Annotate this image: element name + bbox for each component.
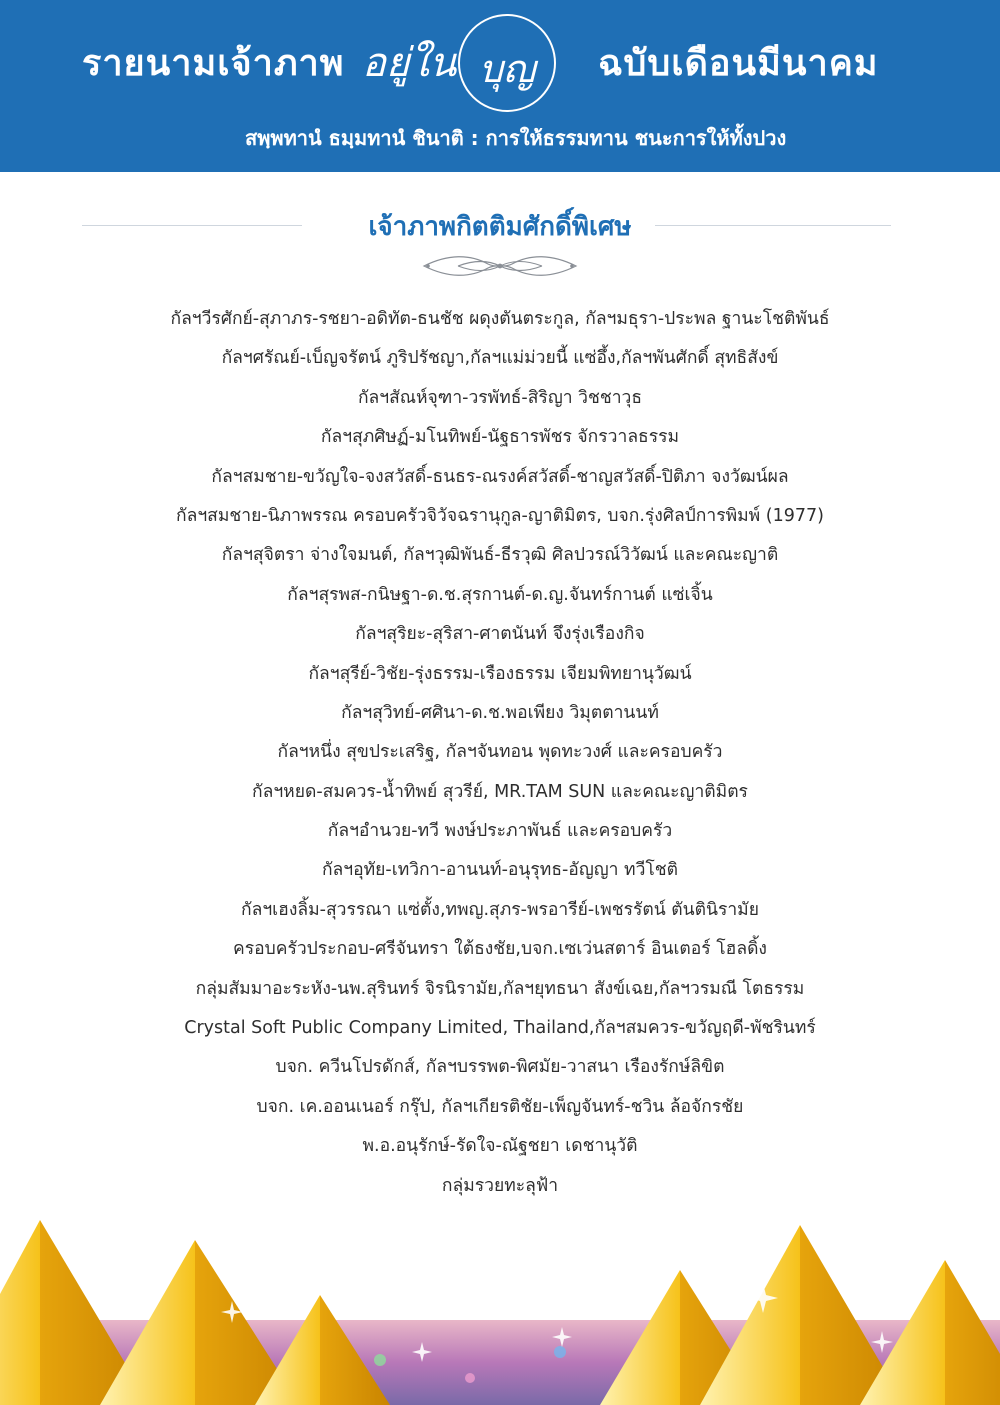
sponsor-name-line: กัลฯสุจิตรา จ่างใจมนต์, กัลฯวุฒิพันธ์-ธีรวุฒิ ศิลปวรณ์วิวัฒน์ และคณะญาติ: [221, 545, 779, 566]
sponsor-name-line: กลุ่มรวยทะลุฟ้า: [441, 1175, 559, 1196]
sponsor-name-line: กัลฯเฮงลิ้ม-สุวรรณา แซ่ตั้ง,ทพญ.สุภร-พรอารีย์-เพชรรัตน์ ตันตินิรามัย: [241, 899, 759, 920]
golden-pyramids-scenery: [0, 1200, 1000, 1405]
sponsor-name-line: กัลฯสุรีย์-วิชัย-รุ่งธรรม-เรืองธรรม เจียมพิทยานุวัฒน์: [308, 663, 692, 684]
sponsor-name-line: กัลฯสมชาย-นิภาพรรณ ครอบครัวจิวัจฉรานุกูล-ญาติมิตร, บจก.รุ่งศิลป์การพิมพ์ (1977): [176, 505, 824, 526]
header-banner: [0, 0, 1000, 172]
sponsor-name-line: กัลฯวีรศักย์-สุภาภร-รชยา-อดิทัต-ธนชัช ผดุงตันตระกูล, กัลฯมธุรา-ประพล ฐานะโชติพันธ์: [170, 309, 830, 329]
sponsor-name-line: กัลฯหยด-สมควร-น้ำทิพย์ สุวรีย์, MR.TAM SUN และคณะญาติมิตร: [252, 781, 748, 802]
section-heading: เจ้าภาพกิตติมศักดิ์พิเศษ: [368, 212, 632, 242]
sponsor-name-line: กัลฯหนึ่ง สุขประเสริฐ, กัลฯจันทอน พุดทะวงศ์ และครอบครัว: [277, 742, 723, 763]
header-title-left: รายนามเจ้าภาพ: [82, 43, 345, 84]
sponsor-name-line: Crystal Soft Public Company Limited, Thailand,กัลฯสมควร-ขวัญฤดี-พัชรินทร์: [184, 1018, 816, 1039]
logo-circle: [458, 14, 556, 112]
header-title-right: ฉบับเดือนมีนาคม: [598, 43, 879, 84]
sponsor-name-line: พ.อ.อนุรักษ์-รัดใจ-ณัฐชยา เดชานุวัติ: [362, 1136, 638, 1157]
sponsor-name-line: กัลฯสมชาย-ขวัญใจ-จงสวัสดิ์-ธนธร-ณรงค์สวัสดิ์-ชาญสวัสดิ์-ปิติภา จงวัฒน์ผล: [211, 466, 789, 487]
sponsor-name-line: กลุ่มสัมมาอะระหัง-นพ.สุรินทร์ จิรนิรามัย,กัลฯยุทธนา สังข์เฉย,กัลฯวรมณี โตธรรม: [195, 978, 805, 999]
sponsor-name-line: กัลฯอุทัย-เทวิกา-อานนท์-อนุรุทธ-อัญญา ทวีโชติ: [321, 860, 679, 881]
sponsor-name-line: กัลฯศรัณย์-เบ็ญจรัตน์ ภูริปรัชญา,กัลฯแม่ม่วยนี้ แซ่อึ้ง,กัลฯพันศักดิ์ สุทธิสังข์: [221, 348, 779, 369]
sponsor-name-line: บจก. ควีนโปรดักส์, กัลฯบรรพต-พิศมัย-วาสนา เรืองรักษ์ลิขิต: [275, 1057, 725, 1078]
sponsor-name-list: [60, 300, 940, 1206]
divider-right: [655, 225, 891, 226]
sponsor-name-line: ครอบครัวประกอบ-ศรีจันทรา ใต้ธงชัย,บจก.เซเว่นสตาร์ อินเตอร์ โฮลดิ้ง: [233, 939, 767, 960]
ornament-flourish-icon: [418, 252, 582, 280]
logo-script-text: อยู่ใน: [362, 40, 457, 86]
sponsor-name-line: บจก. เค.ออนเนอร์ กรุ๊ป, กัลฯเกียรติชัย-เพ็ญจันทร์-ชวิน ล้อจักรชัย: [256, 1096, 744, 1117]
logo-circle-text: บุญ: [478, 47, 536, 91]
sponsor-name-line: กัลฯสุวิทย์-ศศินา-ด.ช.พอเพียง วิมุตตานนท์: [341, 702, 659, 723]
sponsor-name-line: กัลฯสุรพส-กนิษฐา-ด.ช.สุรกานต์-ด.ญ.จันทร์กานต์ แซ่เจิ้น: [287, 584, 713, 605]
sponsor-name-line: กัลฯอำนวย-ทวี พงษ์ประภาพันธ์ และครอบครัว: [327, 821, 673, 842]
sponsor-name-line: กัลฯสุริยะ-สุริสา-ศาตนันท์ จึงรุ่งเรืองกิจ: [355, 624, 645, 645]
header-subtitle: สพฺพทานํ ธมฺมทานํ ชินาติ : การให้ธรรมทาน ชนะการให้ทั้งปวง: [245, 126, 787, 150]
sponsor-name-line: กัลฯสัณห์จุฑา-วรพัทธ์-สิริญา วิชชาวุธ: [357, 387, 643, 408]
sponsor-name-line: กัลฯสุภศิษฏ์-มโนทิพย์-นัฐธารพัชร จักรวาลธรรม: [320, 427, 680, 448]
